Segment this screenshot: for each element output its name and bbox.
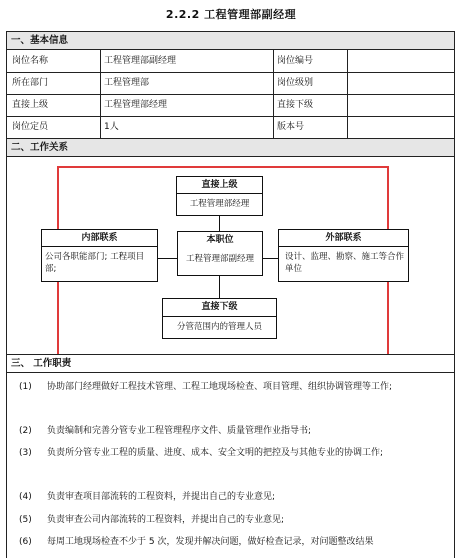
superior-title: 直接上级 [177,177,262,194]
external-contact-box [278,229,409,282]
duty-number: (2) [19,426,32,436]
duty-item [7,510,454,530]
label-version: 版本号 [277,122,305,132]
value-headcount: 1人 [104,122,119,132]
label-headcount: 岗位定员 [12,122,49,132]
row-divider [7,72,454,73]
internal-contact-box [41,229,158,282]
duty-text: 协助部门经理做好工程技术管理、工程工地现场检查、项目管理、组织协调管理等工作; [47,382,393,392]
section-basic-info-header: 一、基本信息 [7,32,454,50]
duty-item [7,377,454,417]
label-position-code: 岗位编号 [277,56,314,66]
subordinate-body: 分管范围内的管理人员 [176,322,262,332]
label-direct-subordinate: 直接下级 [277,100,314,110]
job-description-table [6,31,455,558]
value-direct-superior: 工程管理部经理 [104,100,168,110]
value-position-name: 工程管理部副经理 [104,56,177,66]
duty-item [7,421,454,441]
duty-item [7,443,454,483]
label-direct-superior: 直接上级 [12,100,49,110]
duty-number: (4) [19,492,32,502]
internal-contact-body: 公司各职能部门; 工程项目部; [45,252,145,274]
internal-contact-title: 内部联系 [42,230,157,247]
subordinate-title: 直接下级 [163,299,276,317]
superior-box [176,176,263,216]
duty-item [7,532,454,552]
col-divider [347,50,348,138]
duty-number: (5) [19,515,32,525]
duty-text: 负责审查项目部流转的工程资料，并提出自己的专业意见; [47,492,276,502]
section-work-relations-header: 二、工作关系 [7,138,454,157]
external-contact-title: 外部联系 [279,230,408,247]
connector-superior [219,215,220,231]
value-department: 工程管理部 [104,78,150,88]
superior-body: 工程管理部经理 [189,199,250,209]
col-divider [273,50,274,138]
label-position-name: 岗位名称 [12,56,49,66]
col-divider [100,50,101,138]
position-title: 本职位 [206,235,234,245]
duty-text: 负责审查公司内部流转的工程资料，并提出自己的专业意见; [47,515,285,525]
label-department: 所在部门 [12,78,49,88]
row-divider [7,94,454,95]
duty-text: 每周工地现场检查不少于 5 次，发现并解决问题，做好检查记录，对问题整改结果 [47,537,374,547]
subordinate-box [162,298,277,339]
duty-text: 负责所分管专业工程的质量、进度、成本、安全文明的把控及与其他专业的协调工作; [47,448,384,458]
duty-number: (3) [19,448,32,458]
page-title: 2.2.2 工程管理部副经理 [165,8,297,21]
label-position-level: 岗位级别 [277,78,314,88]
position-body: 工程管理部副经理 [185,254,254,264]
position-box [177,231,263,276]
duty-text: 负责编制和完善分管专业工程管理程序文件、质量管理作业指导书; [47,426,312,436]
duty-number: (6) [19,537,32,547]
duty-item [7,487,454,507]
connector-subordinate [219,276,220,298]
row-divider [7,116,454,117]
duty-number: (1) [19,382,32,392]
section-duties-header: 三、 工作职责 [7,354,454,373]
external-contact-body: 设计、监理、勘察、施工等合作单位 [285,252,405,274]
